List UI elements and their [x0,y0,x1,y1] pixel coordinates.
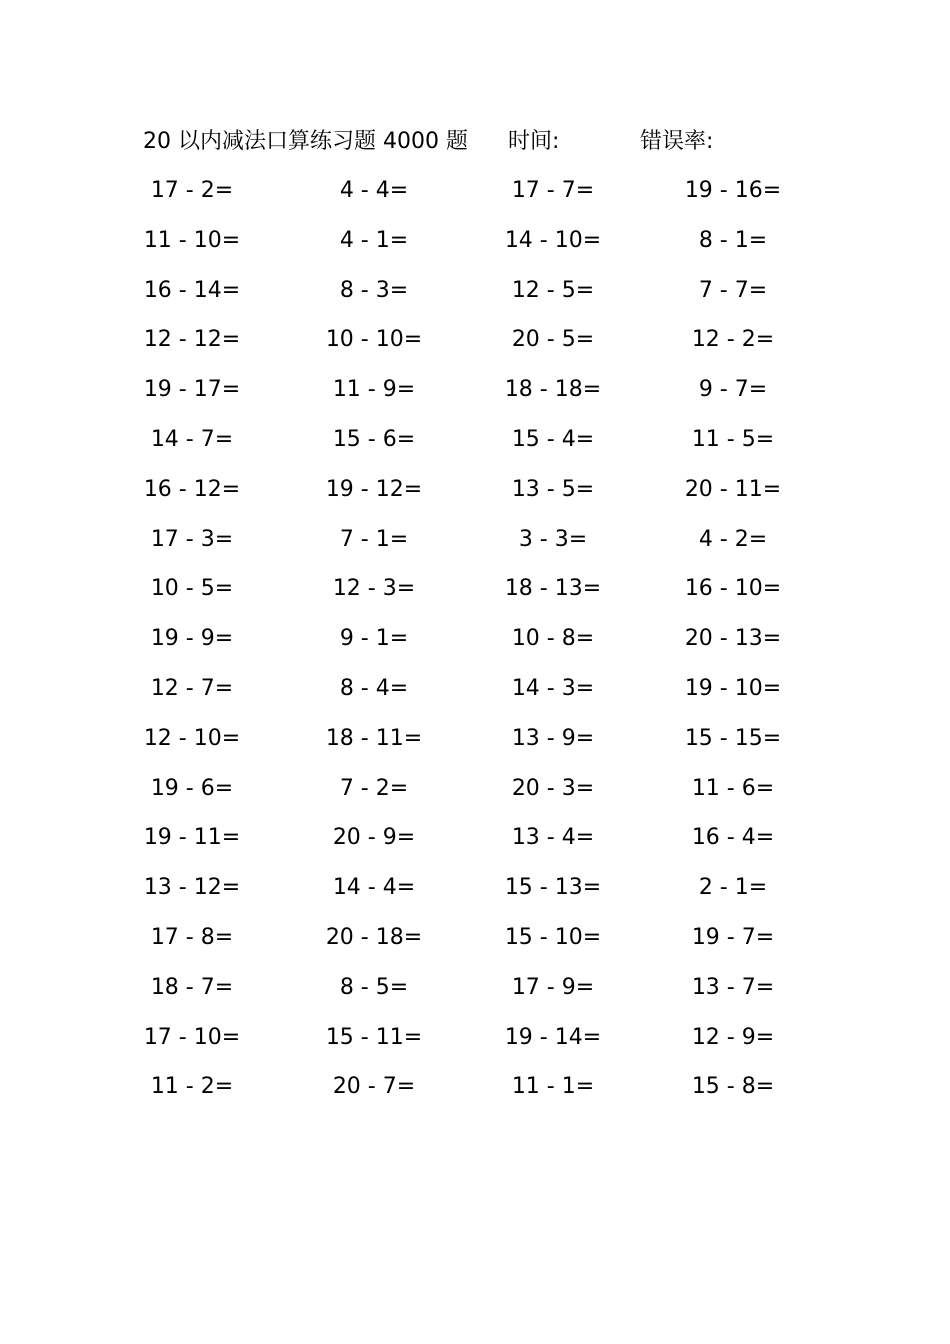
problem-item: 11 - 6= [691,776,775,801]
problem-item: 14 - 3= [511,676,595,701]
problem-item: 20 - 3= [511,776,595,801]
problem-item: 4 - 1= [339,228,409,253]
problem-item: 11 - 1= [511,1074,595,1099]
problem-item: 18 - 7= [150,975,234,1000]
error-rate-label: 错误率: [640,129,714,154]
problem-item: 15 - 13= [504,875,602,900]
problem-item: 17 - 7= [511,178,595,203]
problem-item: 13 - 7= [691,975,775,1000]
problem-item: 18 - 13= [504,576,602,601]
problem-item: 17 - 3= [150,527,234,552]
problem-item: 20 - 11= [684,477,782,502]
problem-item: 16 - 12= [143,477,241,502]
problem-item: 12 - 12= [143,327,241,352]
problem-item: 15 - 6= [332,427,416,452]
problem-item: 18 - 18= [504,377,602,402]
problem-item: 12 - 5= [511,278,595,303]
problem-item: 7 - 7= [698,278,768,303]
problem-item: 12 - 2= [691,327,775,352]
problem-item: 16 - 14= [143,278,241,303]
problem-item: 19 - 9= [150,626,234,651]
problem-item: 14 - 4= [332,875,416,900]
problem-item: 16 - 4= [691,825,775,850]
problem-item: 7 - 1= [339,527,409,552]
time-label: 时间: [508,129,560,154]
problem-item: 15 - 4= [511,427,595,452]
problem-item: 19 - 10= [684,676,782,701]
problem-item: 8 - 5= [339,975,409,1000]
problem-item: 4 - 2= [698,527,768,552]
problem-item: 17 - 9= [511,975,595,1000]
problem-item: 9 - 7= [698,377,768,402]
problem-item: 11 - 5= [691,427,775,452]
problem-item: 17 - 10= [143,1025,241,1050]
problem-item: 13 - 4= [511,825,595,850]
problem-item: 7 - 2= [339,776,409,801]
problem-item: 3 - 3= [518,527,588,552]
problem-item: 14 - 10= [504,228,602,253]
problem-item: 17 - 8= [150,925,234,950]
problem-item: 20 - 18= [325,925,423,950]
problem-item: 11 - 10= [143,228,241,253]
problem-item: 12 - 3= [332,576,416,601]
problem-item: 8 - 4= [339,676,409,701]
problem-item: 19 - 11= [143,825,241,850]
problem-item: 11 - 2= [150,1074,234,1099]
problem-item: 14 - 7= [150,427,234,452]
problem-item: 12 - 10= [143,726,241,751]
problem-item: 20 - 5= [511,327,595,352]
problem-item: 13 - 9= [511,726,595,751]
problem-item: 10 - 8= [511,626,595,651]
problem-item: 19 - 7= [691,925,775,950]
problem-item: 19 - 17= [143,377,241,402]
problem-item: 19 - 16= [684,178,782,203]
problem-item: 12 - 9= [691,1025,775,1050]
problem-item: 15 - 10= [504,925,602,950]
problem-item: 9 - 1= [339,626,409,651]
problem-item: 10 - 5= [150,576,234,601]
problem-item: 4 - 4= [339,178,409,203]
problem-item: 11 - 9= [332,377,416,402]
problem-item: 15 - 15= [684,726,782,751]
problem-item: 16 - 10= [684,576,782,601]
problem-item: 13 - 5= [511,477,595,502]
problem-item: 18 - 11= [325,726,423,751]
worksheet-title: 20 以内减法口算练习题 4000 题 [143,129,468,154]
problem-item: 19 - 12= [325,477,423,502]
problem-item: 10 - 10= [325,327,423,352]
problem-item: 17 - 2= [150,178,234,203]
problem-item: 15 - 11= [325,1025,423,1050]
problem-item: 20 - 7= [332,1074,416,1099]
problem-item: 20 - 9= [332,825,416,850]
problem-item: 19 - 14= [504,1025,602,1050]
problem-item: 13 - 12= [143,875,241,900]
problem-item: 8 - 3= [339,278,409,303]
problem-item: 19 - 6= [150,776,234,801]
problem-item: 8 - 1= [698,228,768,253]
problem-item: 15 - 8= [691,1074,775,1099]
problem-item: 12 - 7= [150,676,234,701]
problem-item: 2 - 1= [698,875,768,900]
problem-item: 20 - 13= [684,626,782,651]
